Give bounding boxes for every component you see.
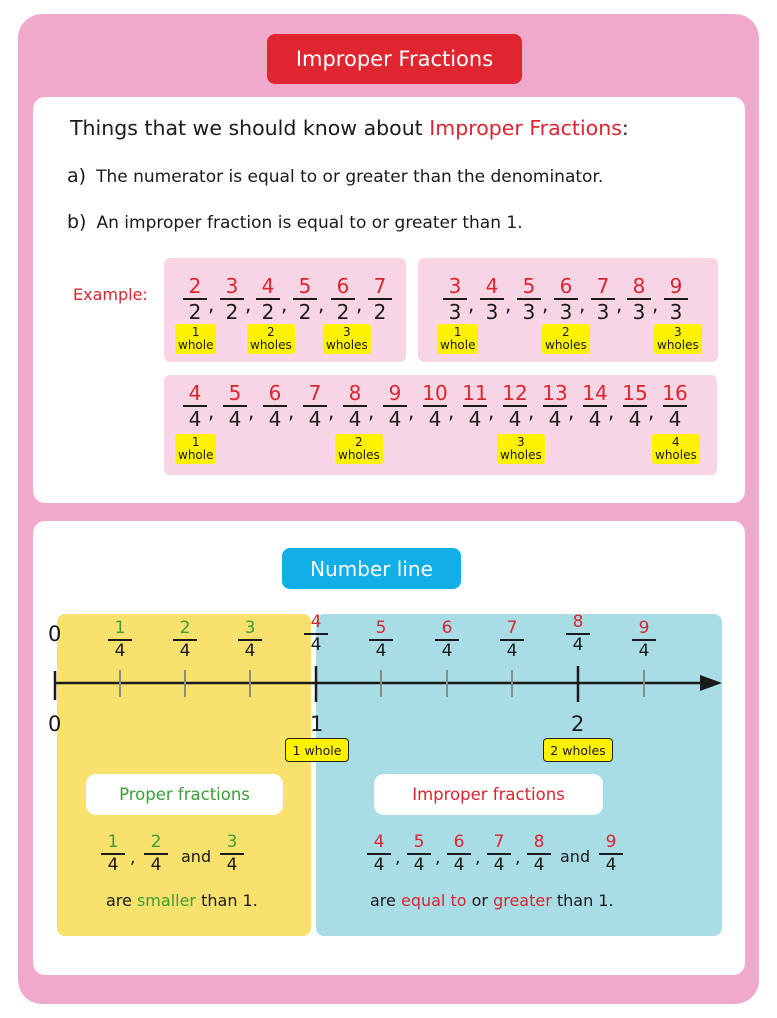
denominator: 2 xyxy=(261,300,275,324)
numerator: 16 xyxy=(662,381,688,405)
denominator: 4 xyxy=(228,407,242,431)
numerator: 12 xyxy=(502,381,528,405)
zero-label: 0 xyxy=(48,712,62,736)
denominator: 4 xyxy=(605,855,617,875)
numerator: 6 xyxy=(441,618,453,638)
proper-stmt-suffix: than 1. xyxy=(196,891,258,910)
numerator: 5 xyxy=(522,274,536,298)
comma: , xyxy=(542,292,549,316)
comma: , xyxy=(408,399,415,423)
numerator: 8 xyxy=(533,832,545,852)
denominator: 2 xyxy=(298,300,312,324)
numerator: 7 xyxy=(373,274,387,298)
denominator: 3 xyxy=(669,300,683,324)
numerator: 3 xyxy=(244,618,256,638)
denominator: 2 xyxy=(225,300,239,324)
denominator: 4 xyxy=(375,641,387,661)
denominator: 4 xyxy=(150,855,162,875)
comma: , xyxy=(368,399,375,423)
fraction xyxy=(108,620,132,660)
numerator: 8 xyxy=(572,612,584,632)
whole-count: 1 xyxy=(453,325,462,339)
numerator: 1 xyxy=(107,832,119,852)
improper-fractions-label: Improper fractions xyxy=(374,774,603,815)
number-line-arrow xyxy=(700,675,722,691)
fraction xyxy=(407,834,431,874)
proper-stmt-prefix: are xyxy=(106,891,137,910)
denominator: 4 xyxy=(244,641,256,661)
denominator: 3 xyxy=(632,300,646,324)
denominator: 4 xyxy=(548,407,562,431)
numerator: 2 xyxy=(150,832,162,852)
numerator: 6 xyxy=(336,274,350,298)
improper-stmt-suffix: than 1. xyxy=(551,891,614,910)
comma: , xyxy=(579,292,586,316)
numerator: 2 xyxy=(179,618,191,638)
denominator: 4 xyxy=(308,407,322,431)
comma: , xyxy=(318,292,325,316)
comma: , xyxy=(328,399,335,423)
comma: , xyxy=(648,399,655,423)
numerator: 10 xyxy=(422,381,448,405)
whole-word: wholes xyxy=(657,338,699,352)
comma: , xyxy=(208,292,215,316)
one-whole-tag: 1 whole xyxy=(285,738,349,762)
whole-word: wholes xyxy=(545,338,587,352)
whole-word: whole xyxy=(440,338,476,352)
numerator: 4 xyxy=(485,274,499,298)
numerator: 8 xyxy=(632,274,646,298)
denominator: 2 xyxy=(188,300,202,324)
fraction xyxy=(367,834,391,874)
denominator: 4 xyxy=(268,407,282,431)
comma: , xyxy=(528,399,535,423)
denominator: 3 xyxy=(522,300,536,324)
numerator: 9 xyxy=(605,832,617,852)
comma: , xyxy=(248,399,255,423)
denominator: 4 xyxy=(453,855,465,875)
fraction xyxy=(304,614,328,654)
whole-count: 2 xyxy=(267,325,275,339)
denominator: 2 xyxy=(336,300,350,324)
numerator: 9 xyxy=(388,381,402,405)
fraction xyxy=(173,620,197,660)
numerator: 7 xyxy=(493,832,505,852)
comma: , xyxy=(245,292,252,316)
numerator: 7 xyxy=(308,381,322,405)
fact-b-marker: b) xyxy=(67,211,87,233)
denominator: 4 xyxy=(468,407,482,431)
numerator: 13 xyxy=(542,381,568,405)
numerator: 6 xyxy=(268,381,282,405)
whole-word: wholes xyxy=(250,338,292,352)
comma: , xyxy=(448,399,455,423)
two-wholes-tag: 2 wholes xyxy=(543,738,613,762)
numerator: 4 xyxy=(188,381,202,405)
example-label: Example: xyxy=(73,285,148,304)
denominator: 4 xyxy=(428,407,442,431)
improper-and: and xyxy=(560,847,591,866)
denominator: 3 xyxy=(559,300,573,324)
numerator: 3 xyxy=(225,274,239,298)
heading-suffix: : xyxy=(621,116,629,140)
whole-count: 1 xyxy=(191,325,200,339)
comma: , xyxy=(515,848,521,868)
numerator: 2 xyxy=(188,274,202,298)
denominator: 4 xyxy=(506,641,518,661)
numerator: 5 xyxy=(413,832,425,852)
improper-stmt-h2: greater xyxy=(493,891,552,910)
whole-count: 2 xyxy=(355,435,363,449)
improper-statement xyxy=(370,891,614,910)
denominator: 4 xyxy=(572,635,584,655)
denominator: 4 xyxy=(508,407,522,431)
comma: , xyxy=(288,399,295,423)
denominator: 4 xyxy=(179,641,191,661)
comma: , xyxy=(435,848,441,868)
proper-and: and xyxy=(181,847,212,866)
whole-count: 1 xyxy=(191,435,200,449)
numerator: 14 xyxy=(582,381,608,405)
comma: , xyxy=(488,399,495,423)
one-label: 1 xyxy=(310,712,324,736)
numerator: 4 xyxy=(310,612,322,632)
denominator: 3 xyxy=(448,300,462,324)
whole-count: 3 xyxy=(343,325,351,339)
numerator: 5 xyxy=(375,618,387,638)
proper-statement xyxy=(106,891,258,910)
whole-word: whole xyxy=(178,448,214,462)
whole-count: 3 xyxy=(674,325,682,339)
fraction xyxy=(238,620,262,660)
whole-count: 3 xyxy=(517,435,525,449)
fact-a-marker: a) xyxy=(67,165,87,187)
denominator: 4 xyxy=(107,855,119,875)
comma: , xyxy=(208,399,215,423)
page-title: Improper Fractions xyxy=(267,34,522,84)
proper-fractions-label: Proper fractions xyxy=(86,774,283,815)
numerator: 4 xyxy=(261,274,275,298)
fraction xyxy=(487,834,511,874)
number-line-badge: Number line xyxy=(282,548,461,589)
denominator: 2 xyxy=(373,300,387,324)
numerator: 3 xyxy=(226,832,238,852)
whole-word: wholes xyxy=(500,448,542,462)
numerator: 6 xyxy=(453,832,465,852)
numerator: 9 xyxy=(669,274,683,298)
denominator: 3 xyxy=(596,300,610,324)
numerator: 1 xyxy=(114,618,126,638)
denominator: 4 xyxy=(638,641,650,661)
denominator: 4 xyxy=(388,407,402,431)
fraction xyxy=(566,614,590,654)
denominator: 4 xyxy=(588,407,602,431)
numerator: 11 xyxy=(462,381,488,405)
denominator: 4 xyxy=(373,855,385,875)
numerator: 8 xyxy=(348,381,362,405)
comma: , xyxy=(356,292,363,316)
denominator: 4 xyxy=(668,407,682,431)
whole-count: 2 xyxy=(562,325,570,339)
comma: , xyxy=(608,399,615,423)
comma: , xyxy=(475,848,481,868)
numerator: 7 xyxy=(506,618,518,638)
denominator: 4 xyxy=(226,855,238,875)
denominator: 4 xyxy=(348,407,362,431)
comma: , xyxy=(616,292,623,316)
comma: , xyxy=(130,848,136,868)
numerator: 5 xyxy=(228,381,242,405)
improper-stmt-prefix: are xyxy=(370,891,401,910)
fraction xyxy=(500,620,524,660)
heading-prefix: Things that we should know about xyxy=(70,116,430,140)
denominator: 4 xyxy=(493,855,505,875)
improper-stmt-mid: or xyxy=(466,891,494,910)
fraction xyxy=(369,620,393,660)
improper-stmt-h1: equal to xyxy=(400,891,467,910)
whole-word: wholes xyxy=(326,338,368,352)
comma: , xyxy=(505,292,512,316)
comma: , xyxy=(281,292,288,316)
heading-highlight: Improper Fractions xyxy=(429,116,622,140)
fraction xyxy=(101,834,125,874)
proper-stmt-highlight: smaller xyxy=(136,891,197,910)
fraction xyxy=(599,834,623,874)
comma: , xyxy=(652,292,659,316)
comma: , xyxy=(568,399,575,423)
fraction xyxy=(527,834,551,874)
numerator: 15 xyxy=(622,381,648,405)
whole-word: wholes xyxy=(655,448,697,462)
zero-top-label: 0 xyxy=(48,622,62,646)
whole-word: whole xyxy=(178,338,214,352)
denominator: 3 xyxy=(485,300,499,324)
whole-count: 4 xyxy=(672,435,680,449)
numerator: 6 xyxy=(559,274,573,298)
numerator: 5 xyxy=(298,274,312,298)
denominator: 4 xyxy=(310,635,322,655)
denominator: 4 xyxy=(114,641,126,661)
fraction xyxy=(435,620,459,660)
comma: , xyxy=(395,848,401,868)
denominator: 4 xyxy=(188,407,202,431)
denominator: 4 xyxy=(533,855,545,875)
fraction xyxy=(447,834,471,874)
fact-b-text: An improper fraction is equal to or greater than 1. xyxy=(96,213,523,233)
numerator: 4 xyxy=(373,832,385,852)
denominator: 4 xyxy=(441,641,453,661)
two-label: 2 xyxy=(571,712,585,736)
numerator: 9 xyxy=(638,618,650,638)
fraction xyxy=(220,834,244,874)
fact-a-text: The numerator is equal to or greater than the denominator. xyxy=(96,167,604,187)
numerator: 3 xyxy=(448,274,462,298)
fraction xyxy=(632,620,656,660)
denominator: 4 xyxy=(413,855,425,875)
whole-word: wholes xyxy=(338,448,380,462)
numerator: 7 xyxy=(596,274,610,298)
denominator: 4 xyxy=(628,407,642,431)
comma: , xyxy=(468,292,475,316)
fraction xyxy=(144,834,168,874)
